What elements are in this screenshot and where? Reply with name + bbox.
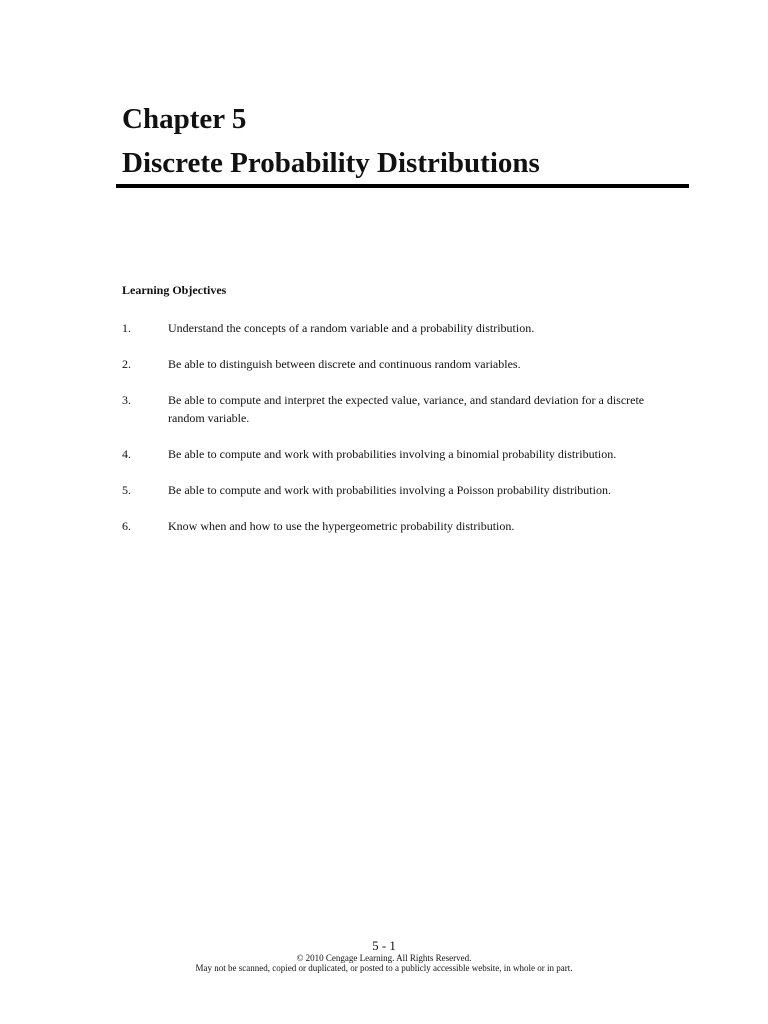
objective-number: 1.	[122, 321, 131, 335]
objective-text: Be able to distinguish between discrete and continuous random variables.	[168, 357, 521, 371]
objective-item	[122, 445, 682, 463]
objective-item	[122, 355, 682, 373]
objective-text: Be able to compute and interpret the expected value, variance, and standard deviation for a discrete random variable.	[168, 393, 645, 425]
objective-list	[122, 319, 682, 535]
chapter-number: Chapter 5	[122, 103, 247, 135]
objective-number: 3.	[122, 393, 131, 407]
chapter-heading	[122, 100, 692, 182]
objective-text: Be able to compute and work with probabilities involving a Poisson probability distribution.	[168, 483, 611, 497]
page-number: 5 - 1	[372, 938, 396, 953]
page-footer	[0, 938, 768, 973]
copyright-line: © 2010 Cengage Learning. All Rights Reserved.	[296, 953, 472, 963]
reproduction-notice: May not be scanned, copied or duplicated, or posted to a publicly accessible website, in whole or in part.	[195, 963, 573, 973]
objective-number: 4.	[122, 447, 131, 461]
objective-number: 6.	[122, 519, 131, 533]
objective-text: Understand the concepts of a random variable and a probability distribution.	[168, 321, 535, 335]
chapter-title: Discrete Probability Distributions	[122, 147, 540, 179]
objective-text: Be able to compute and work with probabilities involving a binomial probability distribution.	[168, 447, 617, 461]
objective-item	[122, 517, 682, 535]
learning-objectives-heading: Learning Objectives	[122, 283, 227, 297]
objective-number: 2.	[122, 357, 131, 371]
objective-item	[122, 319, 682, 337]
objective-item	[122, 481, 682, 499]
objective-number: 5.	[122, 483, 131, 497]
objective-text: Know when and how to use the hypergeometric probability distribution.	[168, 519, 515, 533]
title-rule	[116, 184, 689, 188]
learning-objectives-section	[122, 282, 682, 553]
objective-item	[122, 391, 682, 427]
